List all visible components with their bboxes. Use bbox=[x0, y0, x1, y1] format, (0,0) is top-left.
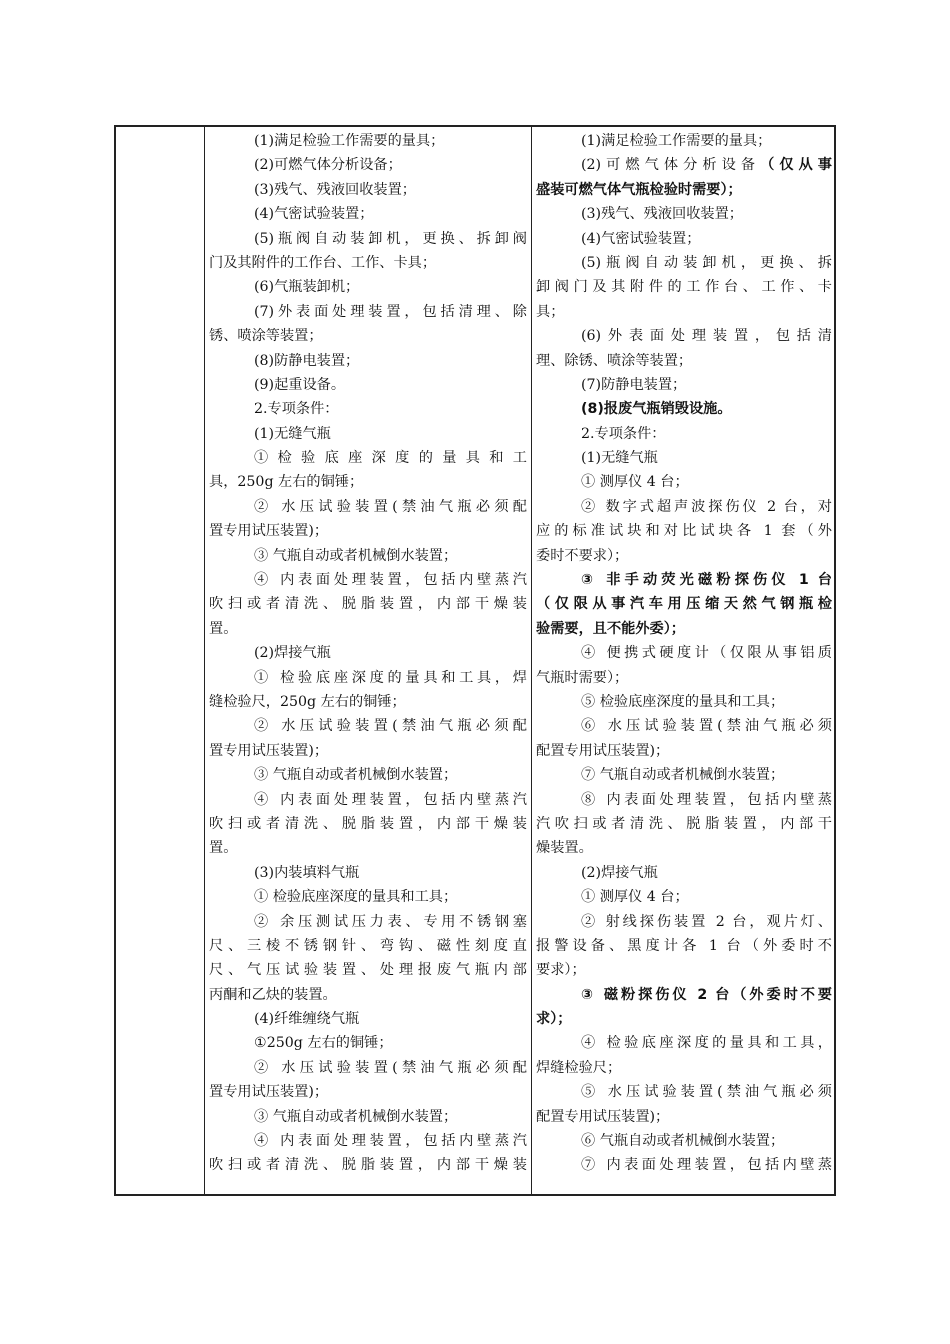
text-line: 吹扫或者清洗、脱脂装置，内部干燥装 bbox=[209, 1157, 527, 1174]
text-line: (9)起重设备。 bbox=[254, 376, 346, 393]
text-line: ② 射线探伤装置 2 台，观片灯、 bbox=[581, 913, 832, 930]
text-line: 燥装置。 bbox=[536, 840, 593, 857]
text-line: (8)防静电装置； bbox=[254, 352, 360, 369]
text-line: 卸阀门及其附件的工作台、工作、卡 bbox=[536, 279, 832, 296]
text-line: (1)满足检验工作需要的量具； bbox=[581, 133, 772, 149]
text-line: ⑥ 水压试验装置(禁油气瓶必须 bbox=[581, 718, 832, 735]
text-line: (7)防静电装置； bbox=[581, 376, 687, 393]
text-line: ⑧ 内表面处理装置，包括内壁蒸 bbox=[581, 791, 832, 808]
text-line: 置。 bbox=[209, 840, 238, 857]
text-line: ④ 内表面处理装置，包括内壁蒸汽 bbox=[254, 791, 527, 808]
text-line: (5)瓶阀自动装卸机，更换、拆卸阀 bbox=[254, 230, 527, 247]
text-line: (5)瓶阀自动装卸机，更换、拆 bbox=[581, 254, 832, 271]
text-line: ③ 气瓶自动或者机械倒水装置； bbox=[254, 767, 458, 784]
text-line: 置专用试压装置)； bbox=[209, 523, 329, 540]
text-line: 2.专项条件： bbox=[254, 401, 339, 418]
text-line: 委时不要求）； bbox=[536, 547, 629, 564]
text-segment: (2)可燃气体分析设备 bbox=[581, 157, 761, 174]
requirements-table bbox=[114, 125, 836, 1196]
text-line: 应的标准试块和对比试块各 1 套（外 bbox=[536, 523, 832, 540]
text-line: (3)残气、残液回收装置； bbox=[581, 206, 743, 223]
text-line: (4)气密试验装置； bbox=[581, 230, 701, 247]
text-line: (1)无缝气瓶 bbox=[254, 425, 331, 442]
text-line: ⑥ 气瓶自动或者机械倒水装置； bbox=[581, 1133, 785, 1150]
text-line: ⑦ 气瓶自动或者机械倒水装置； bbox=[581, 767, 785, 784]
text-line: 求）； bbox=[536, 1011, 572, 1028]
text-line: 理、除锈、喷涂等装置； bbox=[536, 352, 693, 369]
text-line: 具，250g 左右的铜锤； bbox=[209, 474, 364, 491]
text-line: 置。 bbox=[209, 620, 238, 637]
text-line: 吹扫或者清洗、脱脂装置，内部干燥装 bbox=[209, 815, 527, 832]
text-line: (1)满足检验工作需要的量具； bbox=[254, 133, 445, 149]
text-line: (7)外表面处理装置，包括清理、除 bbox=[254, 303, 527, 320]
text-line: 报警设备、黑度计各 1 台（外委时不 bbox=[536, 937, 832, 954]
text-line: ④ 内表面处理装置，包括内壁蒸汽 bbox=[254, 1133, 527, 1150]
original-requirements-text bbox=[209, 127, 527, 1178]
text-line: 置专用试压装置)； bbox=[209, 1084, 329, 1101]
text-line: 汽吹扫或者清洗、脱脂装置，内部干 bbox=[536, 815, 832, 832]
original-requirements-cell bbox=[205, 127, 532, 1194]
text-line: ② 水压试验装置(禁油气瓶必须配 bbox=[254, 718, 527, 735]
text-line: 缝检验尺，250g 左右的铜锤； bbox=[209, 693, 406, 710]
text-line: ④ 检验底座深度的量具和工具， bbox=[581, 1035, 832, 1052]
text-line: ① 检验底座深度的量具和工具； bbox=[254, 889, 458, 906]
text-line: 配置专用试压装置)； bbox=[536, 1108, 670, 1125]
text-line: ② 数字式超声波探伤仪 2 台，对 bbox=[581, 498, 832, 515]
text-line: (4)气密试验装置； bbox=[254, 206, 374, 223]
text-line: (1)无缝气瓶 bbox=[581, 450, 658, 467]
text-line: 焊缝检验尺； bbox=[536, 1059, 622, 1076]
text-line: 2.专项条件： bbox=[581, 425, 666, 442]
text-segment: （仅从事 bbox=[760, 157, 832, 174]
revised-requirements-cell bbox=[532, 127, 836, 1194]
text-line: ① 检 验 底 座 深 度 的 量 具 和 工 bbox=[254, 450, 527, 467]
text-line: 气瓶时需要）； bbox=[536, 669, 629, 686]
text-line: 盛装可燃气体气瓶检验时需要）； bbox=[536, 181, 742, 198]
text-line: 配置专用试压装置)； bbox=[536, 742, 670, 759]
text-line: ④ 内表面处理装置，包括内壁蒸汽 bbox=[254, 572, 527, 589]
text-line: 要求）； bbox=[536, 962, 586, 979]
text-line: 锈、喷涂等装置； bbox=[209, 328, 323, 345]
text-line: (4)纤维缠绕气瓶 bbox=[254, 1011, 360, 1028]
text-line: ①250g 左右的铜锤； bbox=[254, 1035, 393, 1052]
text-line: (2)可燃气体分析设备； bbox=[254, 157, 402, 174]
text-line: (2)焊接气瓶 bbox=[254, 645, 331, 662]
text-line: ③ 气瓶自动或者机械倒水装置； bbox=[254, 547, 458, 564]
text-line: 尺、气压试验装置、处理报废气瓶内部 bbox=[209, 962, 527, 979]
text-line: ① 测厚仪 4 台； bbox=[581, 474, 689, 491]
text-line: ③ 磁粉探伤仪 2 台（外委时不要 bbox=[581, 986, 832, 1003]
revised-requirements-text bbox=[536, 127, 832, 1178]
text-line: 置专用试压装置)； bbox=[209, 742, 329, 759]
text-line: ④ 便携式硬度计（仅限从事铝质 bbox=[581, 645, 832, 662]
text-line: ③ 气瓶自动或者机械倒水装置； bbox=[254, 1108, 458, 1125]
text-line: (6)外表面处理装置，包括清 bbox=[581, 328, 832, 345]
text-line: ③ 非手动荧光磁粉探伤仪 1 台 bbox=[581, 572, 832, 589]
text-line: ⑤ 水压试验装置(禁油气瓶必须 bbox=[581, 1084, 832, 1101]
text-line: (3)残气、残液回收装置； bbox=[254, 181, 416, 198]
text-line: ② 水压试验装置(禁油气瓶必须配 bbox=[254, 1059, 527, 1076]
text-line: (3)内装填料气瓶 bbox=[254, 864, 360, 881]
text-line: 吹扫或者清洗、脱脂装置，内部干燥装 bbox=[209, 596, 527, 613]
text-line: ② 水压试验装置(禁油气瓶必须配 bbox=[254, 498, 527, 515]
text-line: (2)焊接气瓶 bbox=[581, 864, 658, 881]
text-line: 丙酮和乙炔的装置。 bbox=[209, 986, 337, 1003]
text-line: 尺、三棱不锈钢针、弯钩、磁性刻度直 bbox=[209, 937, 527, 954]
text-line: ② 余压测试压力表、专用不锈钢塞 bbox=[254, 913, 527, 930]
text-line: ⑤ 检验底座深度的量具和工具； bbox=[581, 693, 785, 710]
text-line: 门及其附件的工作台、工作、卡具； bbox=[209, 254, 437, 271]
text-line: (6)气瓶装卸机； bbox=[254, 279, 360, 296]
text-line: (8)报废气瓶销毁设施。 bbox=[581, 401, 732, 418]
text-line: 验需要，且不能外委）； bbox=[536, 620, 685, 637]
text-line: ① 检验底座深度的量具和工具，焊 bbox=[254, 669, 527, 686]
category-column-cell bbox=[116, 127, 205, 1194]
text-line: ① 测厚仪 4 台； bbox=[581, 889, 689, 906]
text-line bbox=[536, 153, 832, 177]
text-line: ⑦ 内表面处理装置，包括内壁蒸 bbox=[581, 1157, 832, 1174]
text-line: （仅限从事汽车用压缩天然气钢瓶检 bbox=[536, 596, 832, 613]
text-line: 具； bbox=[536, 303, 565, 320]
